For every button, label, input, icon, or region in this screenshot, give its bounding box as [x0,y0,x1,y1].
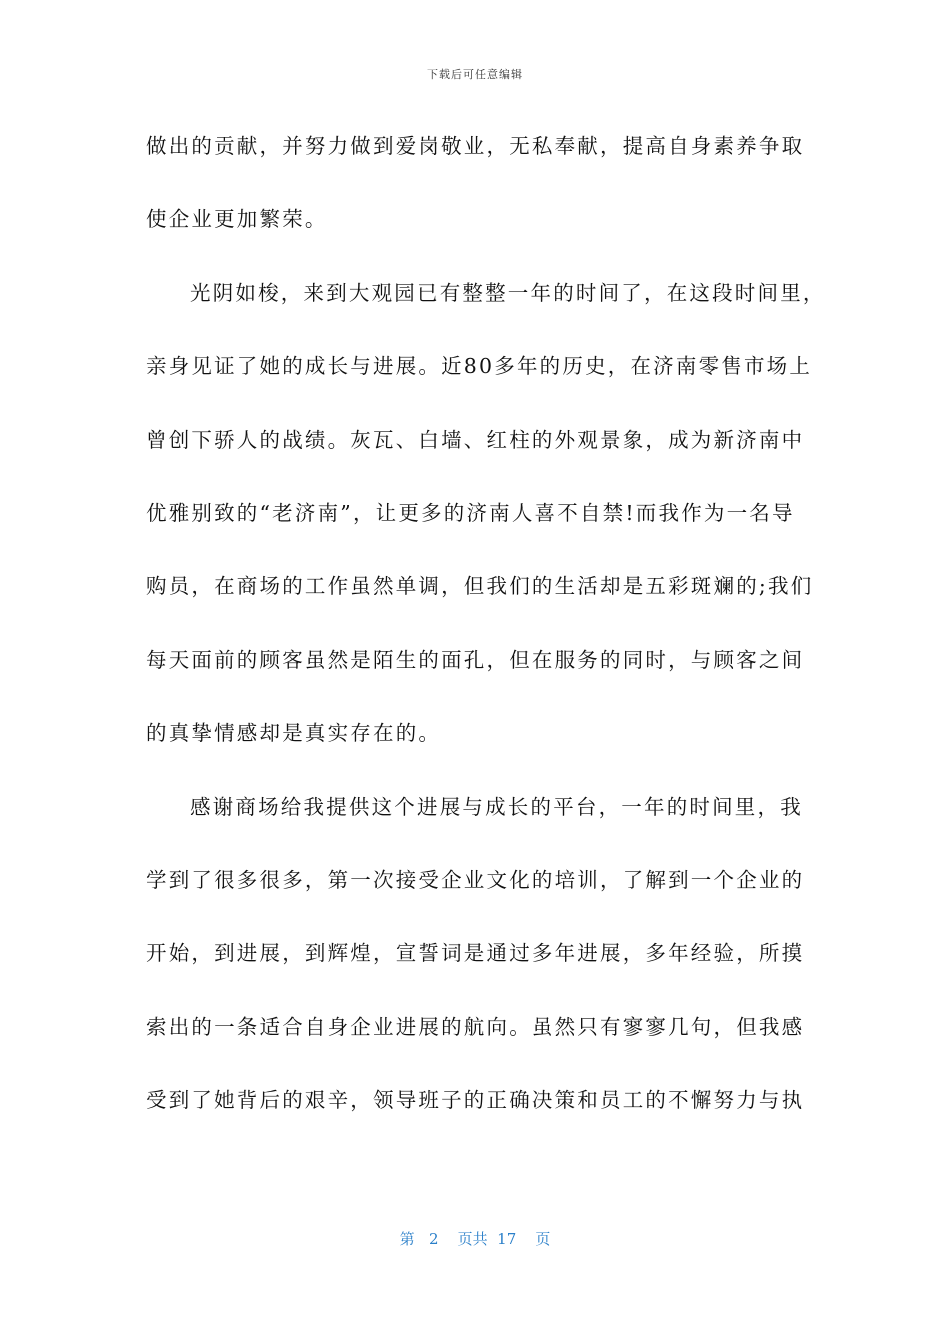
body-line-13: 索出的一条适合自身企业进展的航向。虽然只有寥寥几句，但我感 [146,1014,805,1039]
body-line-5: 曾创下骄人的战绩。灰瓦、白墙、红柱的外观景象，成为新济南中 [146,427,805,452]
body-line-7: 购员，在商场的工作虽然单调，但我们的生活却是五彩斑斓的;我们 [146,574,814,599]
footer-page-end: 页 [535,1230,551,1248]
page-header: 下载后可任意编辑 [427,68,523,81]
body-line-8: 每天面前的顾客虽然是陌生的面孔，但在服务的同时，与顾客之间 [146,647,805,672]
body-line-10: 感谢商场给我提供这个进展与成长的平台，一年的时间里，我 [190,794,803,819]
page-footer [0,1228,950,1249]
body-line-9: 的真挚情感却是真实存在的。 [146,721,442,746]
footer-page-current: 2 [428,1230,439,1248]
body-line-11: 学到了很多很多，第一次接受企业文化的培训，了解到一个企业的 [146,867,805,892]
body-line-14: 受到了她背后的艰辛，领导班子的正确决策和员工的不懈努力与执 [146,1088,805,1113]
body-line-3: 光阴如梭，来到大观园已有整整一年的时间了，在这段时间里， [190,280,826,305]
footer-page-mid: 页共 [457,1230,488,1248]
footer-page-label: 第 [399,1230,415,1248]
document-body [146,126,826,1153]
body-line-1: 做出的贡献，并努力做到爱岗敬业，无私奉献，提高自身素养争取 [146,134,805,158]
body-line-6: 优雅别致的“老济南”，让更多的济南人喜不自禁!而我作为一名导 [146,500,795,525]
body-line-12: 开始，到进展，到辉煌，宣誓词是通过多年进展，多年经验，所摸 [146,941,805,966]
body-line-4: 亲身见证了她的成长与进展。近80多年的历史，在济南零售市场上 [146,354,813,379]
footer-page-total: 17 [497,1230,517,1248]
body-line-2: 使企业更加繁荣。 [146,207,328,232]
